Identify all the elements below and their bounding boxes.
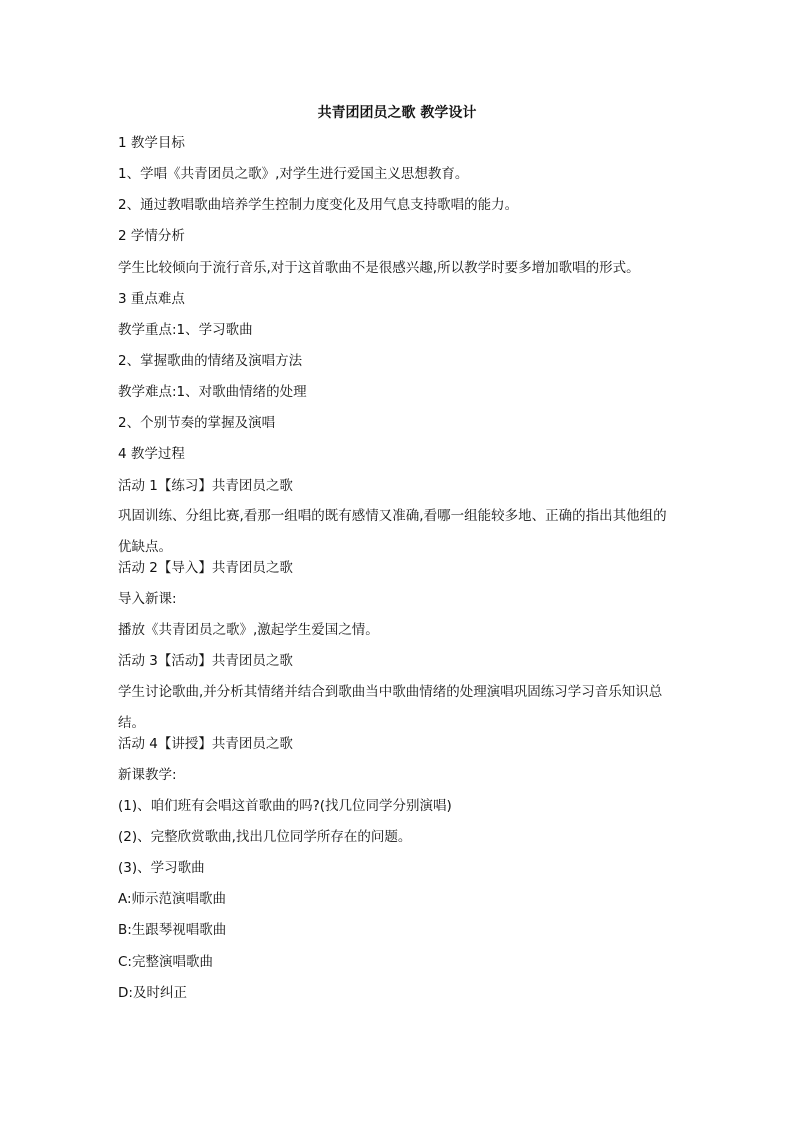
document-body [118,133,678,1014]
paragraph-line: 学生比较倾向于流行音乐,对于这首歌曲不是很感兴趣,所以教学时要多增加歌唱的形式。 [118,259,640,276]
list-item: (3)、学习歌曲 [118,860,205,877]
list-item: (1)、咱们班有会唱这首歌曲的吗?(找几位同学分别演唱) [118,797,452,814]
activity-heading: 活动 4【讲授】共青团员之歌 [118,735,293,752]
paragraph-line: 教学重点:1、学习歌曲 [118,321,253,338]
section-heading-key-points: 3 重点难点 [118,290,185,307]
list-item: D:及时纠正 [118,984,187,1001]
paragraph-line: 2、个别节奏的掌握及演唱 [118,415,276,432]
list-item: A:师示范演唱歌曲 [118,891,227,908]
list-item: (2)、完整欣赏歌曲,找出几位同学所存在的问题。 [118,829,412,846]
paragraph-line: 新课教学: [118,766,177,783]
section-heading-objectives: 1 教学目标 [118,135,185,151]
activity-heading: 活动 2【导入】共青团员之歌 [118,559,293,576]
paragraph-line: 1、学唱《共青团员之歌》,对学生进行爱国主义思想教育。 [118,166,469,183]
paragraph-line: 2、掌握歌曲的情绪及演唱方法 [118,352,303,369]
paragraph-line: 2、通过教唱歌曲培养学生控制力度变化及用气息支持歌唱的能力。 [118,197,519,214]
activity-heading: 活动 1【练习】共青团员之歌 [118,477,293,494]
paragraph-line: 导入新课: [118,591,177,607]
activity-heading: 活动 3【活动】共青团员之歌 [118,653,293,670]
paragraph-line: 学生讨论歌曲,并分析其情绪并结合到歌曲当中歌曲情绪的处理演唱巩固练习学习音乐知识总结。 [118,683,663,732]
section-heading-analysis: 2 学情分析 [118,228,185,245]
document-title: 共青团团员之歌 教学设计 [317,105,477,121]
list-item: B:生跟琴视唱歌曲 [118,922,227,939]
paragraph-line: 巩固训练、分组比赛,看那一组唱的既有感情又准确,看哪一组能较多地、正确的指出其他组的优缺点。 [118,508,667,556]
section-heading-process: 4 教学过程 [118,446,185,463]
list-item: C:完整演唱歌曲 [118,953,213,970]
paragraph-line: 播放《共青团员之歌》,激起学生爱国之情。 [118,622,379,639]
paragraph-line: 教学难点:1、对歌曲情绪的处理 [118,384,307,401]
